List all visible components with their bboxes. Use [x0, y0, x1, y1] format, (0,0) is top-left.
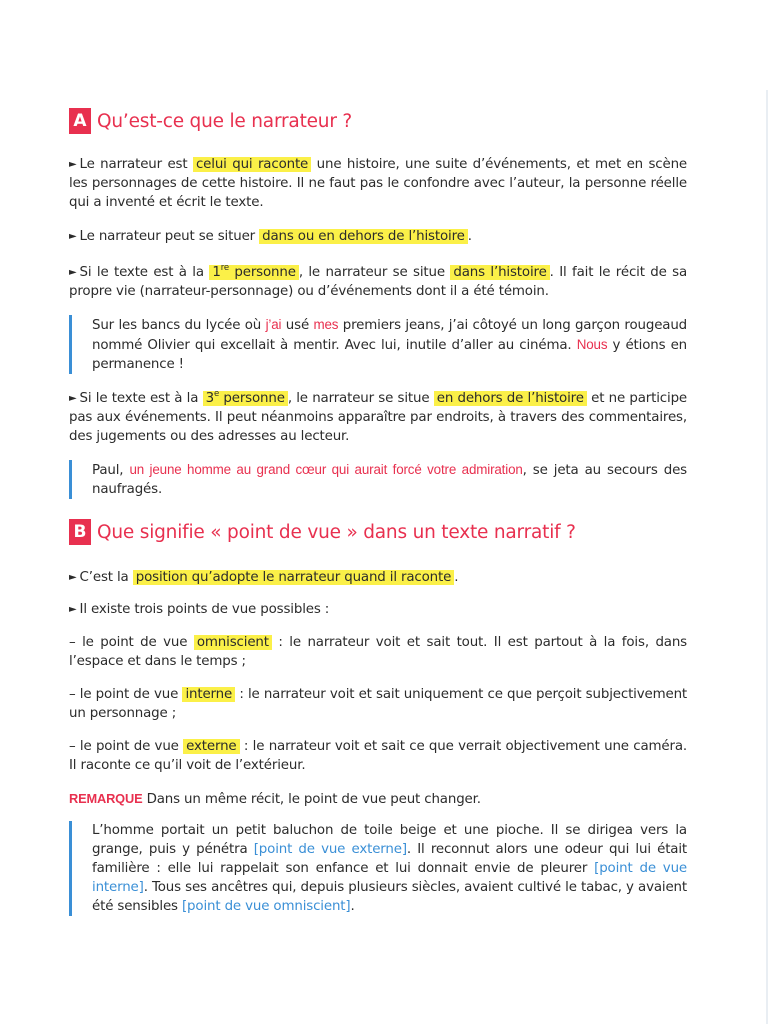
highlight: celui qui raconte: [193, 157, 311, 172]
highlight: omniscient: [194, 635, 272, 650]
example-quote-1: Sur les bancs du lycée où j’ai usé mes premiers jeans, j’ai côtoyé un long garçon rougeaud nommé Olivier qui excellait à mentir. Avec lui, inutile d’aller au cinéma. Nous y étions en permanence !: [69, 315, 687, 374]
section-a-paragraph-4: ► Si le texte est à la 3e personne , le narrateur se situe en dehors de l’histoire et ne participe pas aux événements. Il peut néanmoins apparaître par endroits, à travers des commentaires, des jugements ou des adresses au lecteur.: [69, 389, 688, 444]
bullet-arrow-icon: ►: [69, 267, 77, 278]
highlight: dans ou en dehors de l’histoire: [259, 229, 468, 244]
highlight: dans l’histoire: [450, 265, 549, 280]
section-a-header: [69, 108, 352, 134]
section-b-title: Que signifie « point de vue » dans un texte narratif ?: [97, 521, 576, 543]
section-b-badge: B: [69, 519, 91, 545]
example-quote-2: Paul, un jeune homme au grand cœur qui aurait forcé votre admiration, se jeta au secours des naufragés.: [69, 460, 687, 499]
bullet-arrow-icon: ►: [69, 159, 77, 170]
section-a-badge: A: [69, 108, 91, 134]
example-quote-3: L’homme portait un petit baluchon de toile beige et une pioche. Il se dirigea vers la grange, puis y pénétra [point de vue externe]. Il reconnut alors une odeur qui lui était familière : elle lui rappelait son enfance et lui donnait envie de pleurer [point de vue interne]. Tous ses ancêtres qui, depuis plusieurs siècles, avaient cultivé le tabac, y avaient été sensibles [point de vue omniscient].: [69, 821, 687, 916]
bullet-arrow-icon: ►: [69, 572, 77, 583]
section-b-interne: – le point de vue interne : le narrateur voit et sait uniquement ce que perçoit subjectivement un personnage ;: [69, 687, 688, 721]
highlight: en dehors de l’histoire: [434, 391, 587, 406]
section-b-paragraph-2: ► Il existe trois points de vue possibles :: [69, 602, 330, 617]
section-b-header: [69, 519, 576, 545]
section-a-paragraph-1: ► Le narrateur est celui qui raconte une histoire, une suite d’événements, et met en scène les personnages de cette histoire. Il ne faut pas le confondre avec l’auteur, la personne réelle qui a inventé et écrit le texte.: [69, 157, 688, 210]
section-a-paragraph-2: ► Le narrateur peut se situer dans ou en dehors de l’histoire .: [69, 229, 472, 244]
remark: REMARQUE Dans un même récit, le point de vue peut changer.: [69, 791, 481, 807]
section-b-externe: – le point de vue externe : le narrateur voit et sait ce que verrait objectivement une caméra. Il raconte ce qu’il voit de l’extérieur.: [69, 739, 688, 773]
section-b-paragraph-1: ► C’est la position qu’adopte le narrateur quand il raconte .: [69, 570, 459, 585]
section-a-title: Qu’est-ce que le narrateur ?: [97, 110, 353, 132]
highlight: position qu’adopte le narrateur quand il raconte: [133, 570, 454, 585]
section-b-omniscient: – le point de vue omniscient : le narrateur voit et sait tout. Il est partout à la fois, dans l’espace et dans le temps ;: [69, 635, 688, 669]
bullet-arrow-icon: ►: [69, 604, 77, 615]
highlight: interne: [182, 687, 235, 702]
highlight: externe: [183, 739, 239, 754]
bullet-arrow-icon: ►: [69, 393, 77, 404]
highlight: 3e personne: [203, 391, 288, 406]
section-a-paragraph-3: ► Si le texte est à la 1re personne , le narrateur se situe dans l’histoire . Il fait le récit de sa propre vie (narrateur-personnage) ou d’événements dont il a été témoin.: [69, 263, 688, 299]
remark-label: REMARQUE: [69, 791, 143, 806]
bullet-arrow-icon: ►: [69, 231, 77, 242]
highlight: 1re personne: [209, 265, 299, 280]
